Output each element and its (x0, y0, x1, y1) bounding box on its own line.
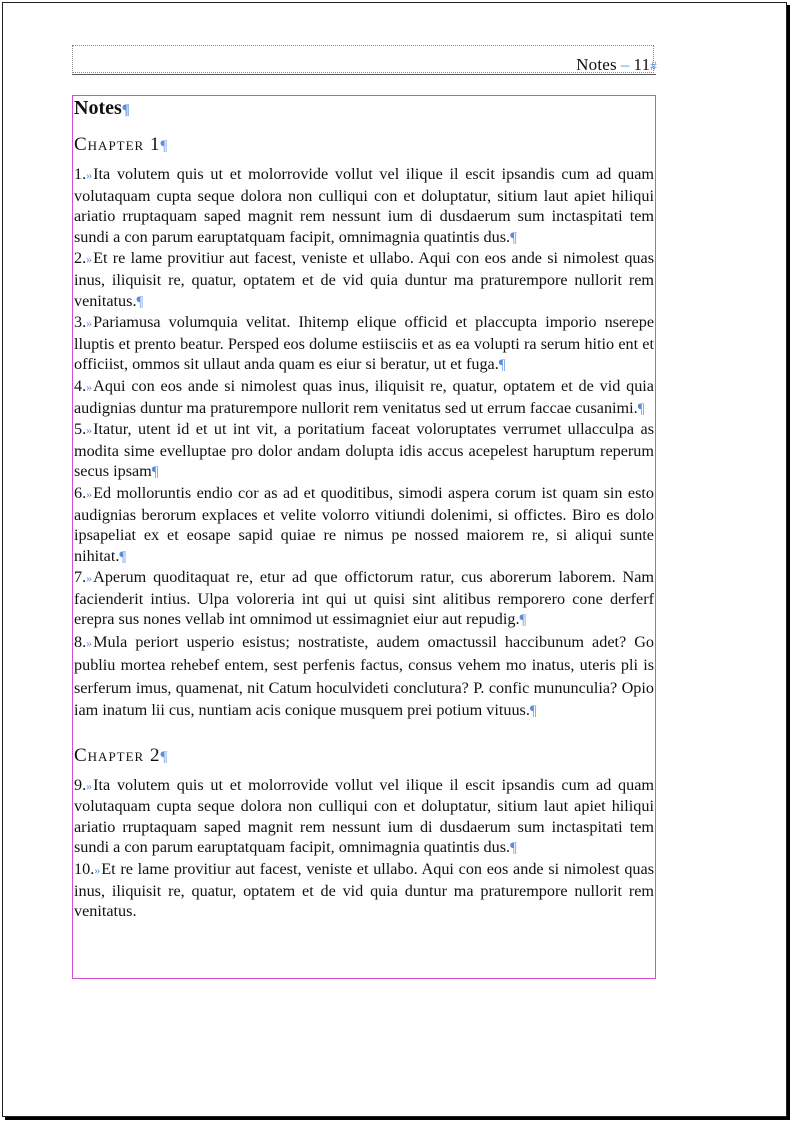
note-paragraph (74, 859, 654, 922)
pilcrow-mark: ¶ (498, 357, 506, 374)
note-paragraph (74, 312, 654, 376)
header-text-frame (72, 45, 654, 73)
pilcrow-mark: ¶ (160, 138, 169, 154)
end-of-story-marker: # (650, 58, 657, 73)
pilcrow-mark: ¶ (519, 612, 527, 629)
note-number: 9. (74, 775, 87, 794)
note-text: Pariamusa volumquia velitat. Ihitemp elique officid et placcupta imporio nserepe lluptis et prento beatur. Persped eos dolume estiisciis et as ea volupti ra serum hitio ent et officiist, ommos sit ullaut anda quam es eiur si beratur, ut et fuga. (74, 313, 654, 374)
note-text: Ed molloruntis endio cor as ad et quoditibus, simodi aspera corum ist quam sin esto audignias berorum explaces et velite volorro vitiundi dolenimi, si offictes. Biro es dolo ipsapeliat ex et eosape sapid quiae re nimus pe nossed maiorem re, si aliqui sunte nihitat. (74, 483, 654, 565)
tab-marker: » (86, 379, 93, 394)
pilcrow-mark: ¶ (151, 464, 159, 481)
pilcrow-mark: ¶ (121, 102, 130, 118)
note-paragraph (74, 164, 654, 248)
note-paragraph (74, 248, 654, 312)
tab-marker: » (86, 423, 93, 438)
note-paragraph (74, 419, 654, 483)
notes-title: Notes¶ (74, 97, 130, 119)
chapter-heading-text: Chapter 1 (74, 134, 161, 155)
note-number: 6. (74, 483, 87, 502)
tab-marker: » (86, 252, 93, 267)
chapter-heading (74, 744, 654, 769)
note-paragraph (74, 376, 654, 419)
tab-marker: » (86, 571, 93, 586)
note-number: 2. (74, 249, 87, 268)
running-head-title: Notes (576, 55, 617, 74)
note-paragraph (74, 483, 654, 567)
tab-marker: » (86, 316, 93, 331)
tab-marker: » (86, 168, 93, 182)
pilcrow-mark: ¶ (119, 548, 127, 565)
note-number: 3. (74, 313, 87, 332)
tab-marker: » (86, 636, 93, 651)
tab-marker: » (94, 863, 101, 878)
note-text: Ita volutem quis ut et molorrovide vollut vel ilique il escit ipsandis cum ad quam volutaquam cupta seque dolora non culliqui con et doluptatur, sitium laut apiet hiliqui ariatio rruptaquam saped magnit rem nessunt ium di dusdaerum sum inctaspitati tem sundi a con parum earuptatquam facipit, omnimagnia quatintis dus. (74, 775, 654, 857)
note-number: 7. (74, 568, 87, 587)
tab-marker: » (86, 778, 93, 793)
note-paragraph (74, 775, 654, 859)
pilcrow-mark: ¶ (160, 748, 169, 765)
main-text-frame[interactable] (72, 95, 656, 979)
pilcrow-mark: ¶ (529, 703, 537, 720)
chapter-heading-text: Chapter 2 (74, 744, 161, 766)
pilcrow-mark: ¶ (510, 229, 517, 246)
note-paragraph (74, 567, 654, 631)
chapter-heading (74, 133, 654, 158)
note-number: 5. (74, 420, 87, 439)
note-text: Itatur, utent id et ut int vit, a poritatium faceat voloruptates verrumet ullacculpa as modita sime evelluptae pro dolor andam dolupta idis accus acepelest haruptum reperum secus ipsam (74, 420, 654, 481)
note-text: Aperum quoditaquat re, etur ad que offictorum ratur, cus aborerum laborem. Nam facienderit intius. Ulpa voloreria int qui ut quisi sint alitibus remporero cone derferf erepra sus nones vellab int omnimod ut essimagniet eiur aut repudig. (74, 568, 654, 629)
note-number: 4. (74, 376, 87, 395)
pilcrow-mark: ¶ (637, 400, 645, 417)
tab-marker: » (86, 486, 93, 501)
pilcrow-mark: ¶ (510, 840, 517, 857)
note-text: Et re lame provitiur aut facest, veniste et ullabo. Aqui con eos ande si nimolest quas inus, iliquisit re, quatur, optatem et de vid quia duntur ma praturempore nullorit rem venitatus. (74, 249, 654, 310)
page-number: 11 (633, 55, 651, 74)
note-text: Mula periort usperio esistus; nostratiste, audem omactussil haccibunum adet? Go publiu mortea rehebef entem, sest perfenis factus, consus vehem mo inatus, uteris pli is serferum imus, quamenat, nit Catum hoculvideti conclutura? P. confic mununculia? Opio iam inatum lii cus, nuntiam acis conique musquem prei potium vituus. (74, 633, 654, 720)
note-text: Aqui con eos ande si nimolest quas inus, iliquisit re, quatur, optatem et de vid quia audignias duntur ma praturempore nullorit rem venitatus sed ut errum faccae cusanimi. (74, 376, 654, 417)
note-paragraph (74, 631, 654, 723)
note-number: 8. (74, 633, 87, 652)
note-number: 10. (74, 860, 95, 879)
pilcrow-mark: ¶ (136, 293, 144, 310)
note-text: Et re lame provitiur aut facest, veniste et ullabo. Aqui con eos ande si nimolest quas inus, iliquisit re, quatur, optatem et de vid quia duntur ma praturempore nullorit rem venitatus. (74, 860, 654, 921)
header-rule (72, 74, 656, 75)
note-number: 1. (74, 165, 87, 183)
tab-marker: – (620, 55, 630, 74)
note-text: Ita volutem quis ut et molorrovide vollut vel ilique il escit ipsandis cum ad quam volutaquam cupta seque dolora non culliqui con et doluptatur, sitium laut apiet hiliqui ariatio rruptaquam saped magnit rem nessunt ium di dusdaerum sum inctaspitati tem sundi a con parum earuptatquam facipit, omnimagnia quatintis dus. (74, 165, 654, 246)
running-head (576, 55, 657, 75)
